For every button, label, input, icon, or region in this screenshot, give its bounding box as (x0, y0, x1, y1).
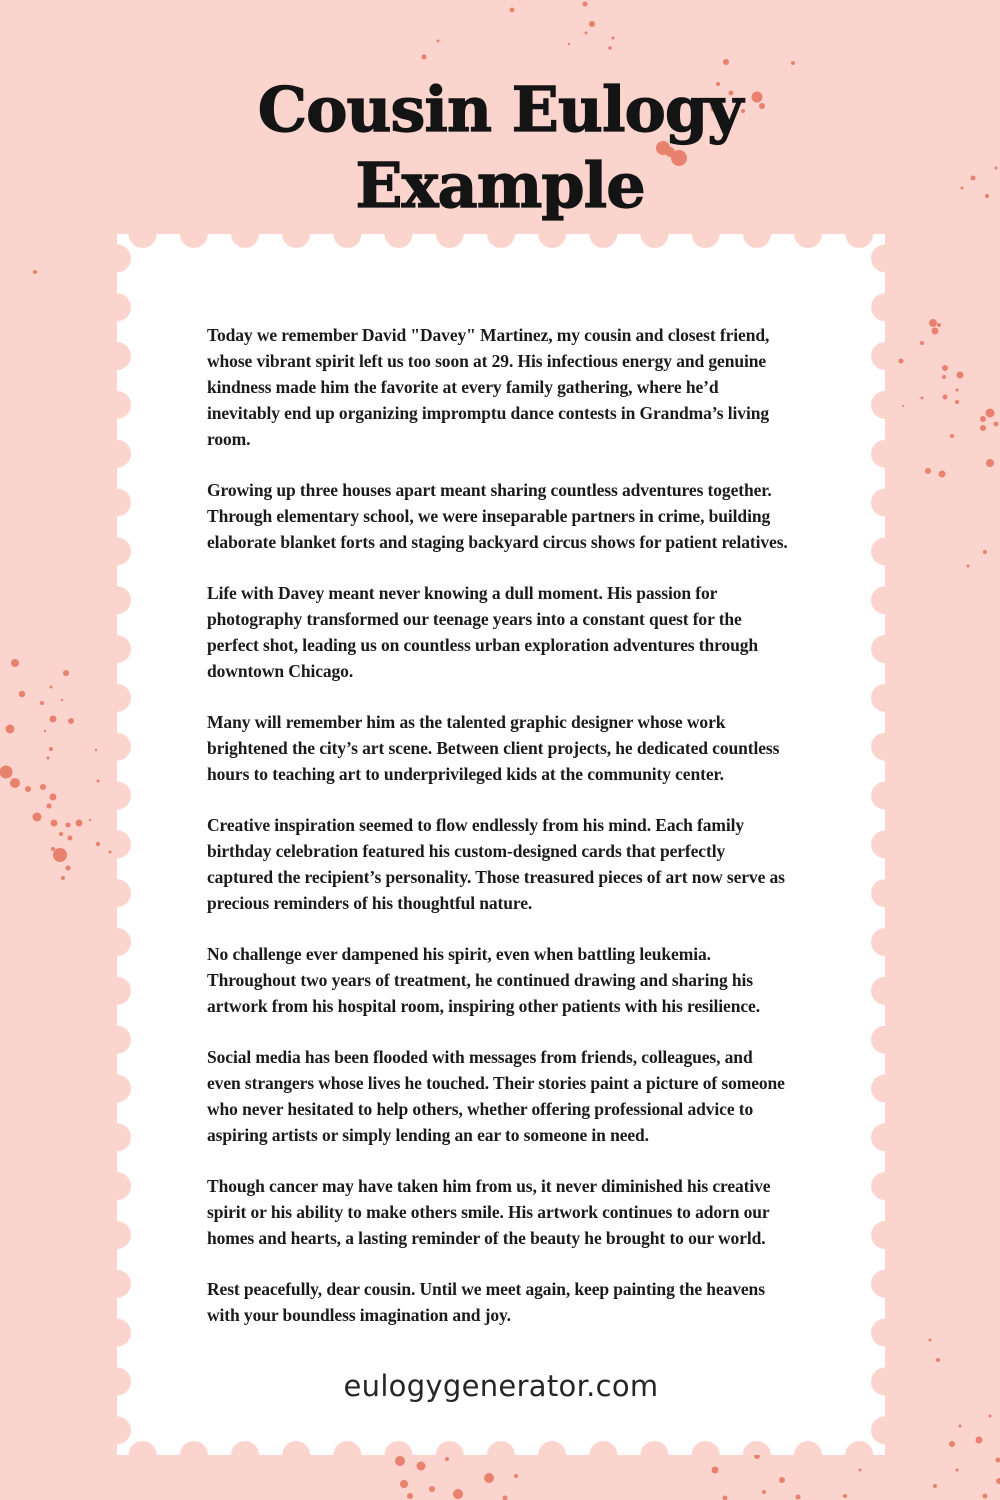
eulogy-paragraph: Life with Davey meant never knowing a dull moment. His passion for photography transformed our teenage years into a constant quest for the perfect shot, leading us on countless urban exploration adventures through downtown Chicago. (207, 583, 759, 681)
poster-title-line2: Example (355, 148, 645, 222)
eulogy-paragraph: Rest peacefully, dear cousin. Until we meet again, keep painting the heavens with your boundless imagination and joy. (207, 1279, 765, 1325)
eulogy-text (207, 322, 789, 1353)
splatter-bottom-right (929, 1339, 1000, 1499)
eulogy-paragraph: Many will remember him as the talented graphic designer whose work brightened the city’s art scene. Between client projects, he dedicated countless hours to teaching art to underprivileged kids at the community center. (207, 712, 780, 784)
splatter-right (878, 319, 999, 568)
website-url: eulogygenerator.com (343, 1369, 659, 1403)
stamp-edge-left (117, 234, 133, 1455)
eulogy-paragraph: Creative inspiration seemed to flow endlessly from his mind. Each family birthday celebration featured his custom-designed cards that perfectly captured the recipient’s personality. Those treasured pieces of art now serve as precious reminders of his thoughtful nature. (207, 815, 785, 913)
poster-title (0, 72, 1000, 224)
stamp-edge-right (869, 234, 885, 1455)
eulogy-stamp-card (117, 234, 885, 1455)
splatter-top-left (422, 2, 615, 60)
stamp-edge-top (117, 234, 885, 250)
poster-title-line1: Cousin Eulogy (257, 72, 743, 146)
eulogy-paragraph: Social media has been flooded with messages from friends, colleagues, and even strangers whose lives he touched. Their stories paint a picture of someone who never hesitated to help others, whether offering professional advice to aspiring artists or simply lending an ear to someone in need. (207, 1047, 785, 1145)
stamp-edge-bottom (117, 1439, 885, 1455)
eulogy-paragraph: Growing up three houses apart meant sharing countless adventures together. Through elementary school, we were inseparable partners in crime, building elaborate blanket forts and staging backyard circus shows for patient relatives. (207, 480, 788, 552)
eulogy-paragraph: Today we remember David "Davey" Martinez, my cousin and closest friend, whose vibrant spirit left us too soon at 29. His infectious energy and genuine kindness made him the favorite at every family gathering, where he’d inevitably end up organizing impromptu dance contests in Grandma’s living room. (207, 325, 770, 449)
eulogy-paragraph: Though cancer may have taken him from us, it never diminished his creative spirit or his ability to make others smile. His artwork continues to adorn our homes and hearts, a lasting reminder of the beauty he brought to our world. (207, 1176, 771, 1248)
eulogy-paragraph: No challenge ever dampened his spirit, even when battling leukemia. Throughout two years of treatment, he continued drawing and sharing his artwork from his hospital room, inspiring other patients with his resilience. (207, 944, 760, 1016)
splatter-left (0, 270, 112, 880)
